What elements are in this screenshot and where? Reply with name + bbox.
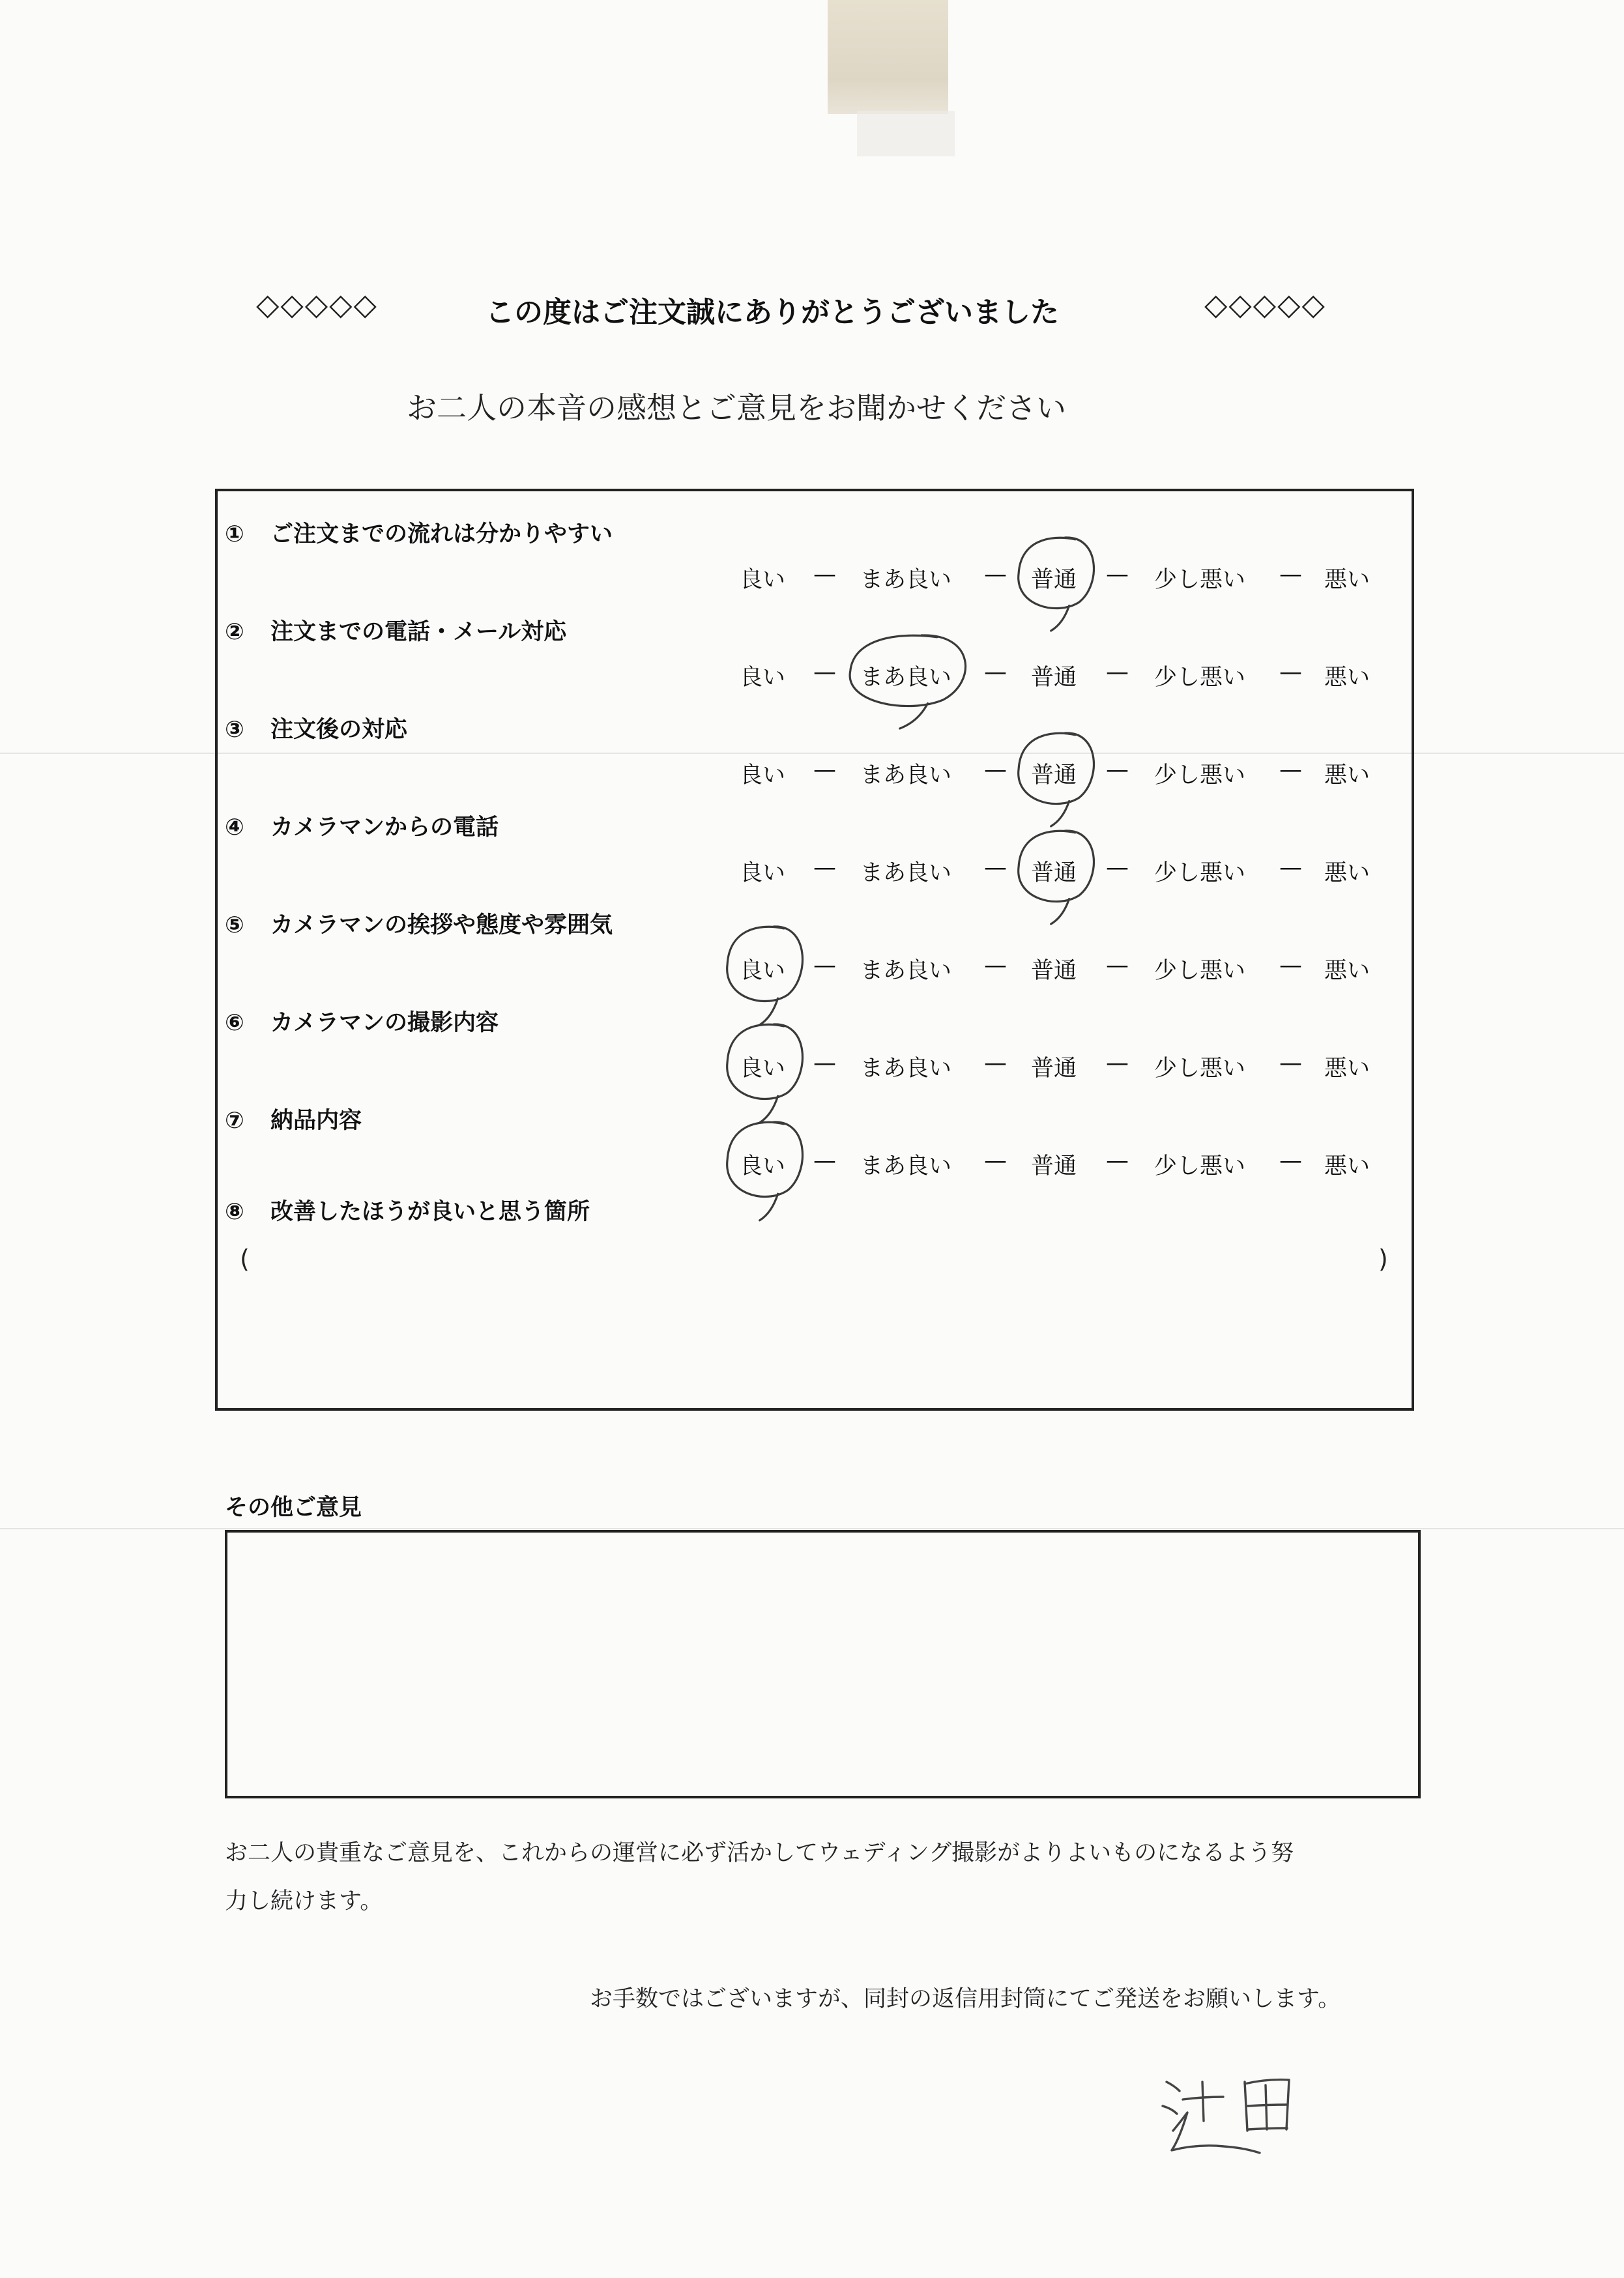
fold-line (0, 1528, 1624, 1529)
rating-option[interactable]: 良い (740, 762, 786, 788)
rating-option[interactable]: 普通 (1031, 1153, 1077, 1179)
rating-option[interactable]: 悪い (1324, 665, 1370, 691)
scale-dash: — (1279, 562, 1302, 588)
question-5: ⑤ カメラマンの挨拶や態度や雰囲気 (225, 912, 613, 938)
scale-dash: — (813, 757, 836, 783)
rating-option[interactable]: 悪い (1324, 567, 1370, 593)
question-6: ⑥ カメラマンの撮影内容 (225, 1010, 499, 1036)
question-2: ② 注文までの電話・メール対応 (225, 619, 567, 645)
scale-dash: — (813, 1148, 836, 1174)
scale-dash: — (1279, 659, 1302, 685)
rating-option[interactable]: 少し悪い (1154, 958, 1246, 984)
scale-dash: — (1106, 562, 1129, 588)
rating-option[interactable]: 少し悪い (1154, 665, 1246, 691)
rating-option[interactable]: まあ良い (860, 762, 952, 788)
rating-option[interactable]: まあ良い (860, 1056, 952, 1082)
question-8: ⑧ 改善したほうが良いと思う箇所 (225, 1199, 590, 1225)
scale-dash: — (813, 855, 836, 881)
rating-option[interactable]: 普通 (1031, 665, 1077, 691)
scale-dash: — (984, 659, 1007, 685)
scale-dash: — (984, 757, 1007, 783)
scale-dash: — (1106, 953, 1129, 979)
signature-handwriting (1163, 2080, 1289, 2153)
other-comments-label: その他ご意見 (225, 1495, 362, 1521)
scale-dash: — (1279, 1050, 1302, 1076)
page-title: この度はご注文誠にありがとうございました (486, 296, 1059, 329)
tape-residue (857, 111, 955, 156)
rating-option[interactable]: 良い (740, 567, 786, 593)
rating-option[interactable]: 普通 (1031, 1056, 1077, 1082)
rating-option[interactable]: 少し悪い (1154, 860, 1246, 886)
rating-option[interactable]: 普通 (1031, 762, 1077, 788)
rating-option[interactable]: 悪い (1324, 1153, 1370, 1179)
left-diamonds: ◇◇◇◇◇ (256, 287, 378, 322)
scale-dash: — (1106, 855, 1129, 881)
rating-option[interactable]: 悪い (1324, 1056, 1370, 1082)
scale-dash: — (984, 562, 1007, 588)
closing-line-2: 力し続けます。 (225, 1888, 383, 1914)
rating-option[interactable]: 良い (740, 958, 786, 984)
rating-option[interactable]: 少し悪い (1154, 1153, 1246, 1179)
scale-dash: — (813, 659, 836, 685)
closing-line-1: お二人の貴重なご意見を、これからの運営に必ず活かしてウェディング撮影がよりよいものになるよう努 (225, 1840, 1294, 1866)
rating-option[interactable]: まあ良い (860, 860, 952, 886)
rating-option[interactable]: 普通 (1031, 958, 1077, 984)
masking-tape (828, 0, 948, 114)
question-7: ⑦ 納品内容 (225, 1108, 362, 1134)
rating-option[interactable]: 良い (740, 1153, 786, 1179)
scale-dash: — (813, 562, 836, 588)
scale-dash: — (984, 1050, 1007, 1076)
page-subtitle: お二人の本音の感想とご意見をお聞かせください (407, 390, 1066, 425)
rating-option[interactable]: まあ良い (860, 567, 952, 593)
question-1: ① ご注文までの流れは分かりやすい (225, 521, 613, 547)
rating-option[interactable]: 少し悪い (1154, 567, 1246, 593)
right-diamonds: ◇◇◇◇◇ (1204, 287, 1326, 322)
scale-dash: — (1106, 757, 1129, 783)
rating-option[interactable]: まあ良い (860, 1153, 952, 1179)
open-paren: ( (240, 1245, 250, 1273)
scale-dash: — (1279, 1148, 1302, 1174)
scale-dash: — (984, 1148, 1007, 1174)
scale-dash: — (1106, 659, 1129, 685)
scale-dash: — (813, 1050, 836, 1076)
rating-option[interactable]: 良い (740, 665, 786, 691)
question-4: ④ カメラマンからの電話 (225, 815, 499, 841)
scale-dash: — (984, 855, 1007, 881)
scale-dash: — (1106, 1050, 1129, 1076)
scale-dash: — (1106, 1148, 1129, 1174)
rating-option[interactable]: まあ良い (860, 665, 952, 691)
rating-option[interactable]: 普通 (1031, 567, 1077, 593)
scale-dash: — (1279, 855, 1302, 881)
rating-option[interactable]: 少し悪い (1154, 1056, 1246, 1082)
question-3: ③ 注文後の対応 (225, 717, 408, 743)
scale-dash: — (813, 953, 836, 979)
rating-option[interactable]: 悪い (1324, 762, 1370, 788)
rating-option[interactable]: 少し悪い (1154, 762, 1246, 788)
close-paren: ) (1378, 1245, 1388, 1273)
other-comments-box (225, 1530, 1421, 1798)
closing-line-3: お手数ではございますが、同封の返信用封筒にてご発送をお願いします。 (590, 1986, 1341, 2012)
rating-option[interactable]: 悪い (1324, 860, 1370, 886)
rating-option[interactable]: まあ良い (860, 958, 952, 984)
rating-option[interactable]: 悪い (1324, 958, 1370, 984)
scale-dash: — (1279, 953, 1302, 979)
rating-option[interactable]: 良い (740, 1056, 786, 1082)
scale-dash: — (984, 953, 1007, 979)
rating-option[interactable]: 良い (740, 860, 786, 886)
scale-dash: — (1279, 757, 1302, 783)
rating-option[interactable]: 普通 (1031, 860, 1077, 886)
